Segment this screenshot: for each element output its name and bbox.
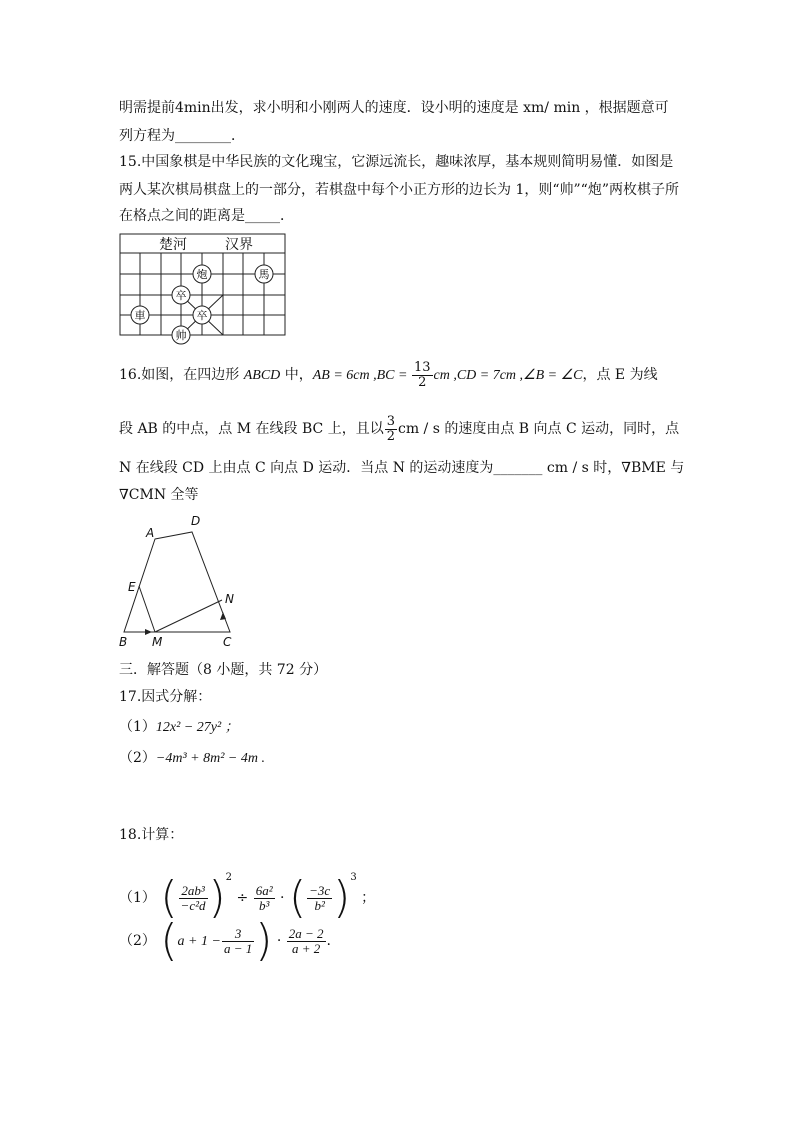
q17-part2: （2）−4m³ + 8m² − 4m . <box>119 750 265 766</box>
piece-ma <box>255 265 273 283</box>
segment-em <box>139 586 155 632</box>
q16-line2: 段 AB 的中点，点 M 在线段 BC 上，且以 $\frac{3}{2}$ cm / s 的速度由点 B 向点 C 运动，同时，点 <box>119 413 680 444</box>
q16-line4: ∇CMN 全等 <box>119 487 199 503</box>
label-e: E <box>128 580 136 594</box>
label-n: N <box>225 592 234 606</box>
label-a: A <box>146 526 155 540</box>
q17-title: 17.因式分解： <box>119 689 212 705</box>
q15-line1: 15.中国象棋是中华民族的文化瑰宝，它源远流长，趣味浓厚，基本规则简明易懂．如图是 <box>119 154 674 170</box>
label-c: C <box>223 635 232 649</box>
svg-text:卒: 卒 <box>196 309 208 322</box>
svg-text:卒: 卒 <box>175 289 187 302</box>
chess-board-figure <box>119 233 289 348</box>
q18-part2: （2） (a + 1 − $\frac{3}{a - 1}$ ) · $\frac{2a - 2}{a + 2}$ . <box>119 915 331 966</box>
svg-text:馬: 馬 <box>258 268 270 281</box>
section-3-title: 三．解答题（8 小题，共 72 分） <box>119 662 328 678</box>
q14-line1: 明需提前4min出发，求小明和小刚两人的速度．设小明的速度是 xm/ min ，根据题意可 <box>119 100 669 116</box>
segment-mn <box>155 600 222 632</box>
q15-line3: 在格点之间的距离是_____． <box>119 208 294 224</box>
arrow-cn <box>220 612 226 620</box>
quad-abcd <box>124 532 230 632</box>
piece-zu-1 <box>172 286 190 304</box>
label-b: B <box>119 635 128 649</box>
q15-line2: 两人某次棋局棋盘上的一部分，若棋盘中每个小正方形的边长为 1，则“帅”“炮”两枚棋子所 <box>119 182 679 198</box>
label-m: M <box>152 635 163 649</box>
q14-line2: 列方程为________． <box>119 128 245 144</box>
piece-pao <box>193 265 211 283</box>
river-left-label: 楚河 <box>159 237 187 253</box>
river-right-label: 汉界 <box>225 237 253 253</box>
svg-text:帅: 帅 <box>175 329 187 342</box>
q16-line1: 16.如图，在四边形 ABCD 中，AB = 6cm ,BC = $\frac{13}{2}$ cm ,CD = 7cm ,∠B = ∠C，点 E 为线 <box>119 359 658 390</box>
q18-part1: （1） ( $\frac{\text{2ab³}}{\text{−c²d}}$ )$^2$ ÷ $\frac{\text{6a²}}{\text{b³}}$ · ( $\frac{-3c}{\text{b²}}$ )$^3$ ； <box>119 872 376 923</box>
q17-part1: （1）12x² − 27y² ； <box>119 719 239 735</box>
svg-text:炮: 炮 <box>196 268 208 281</box>
piece-shuai <box>172 326 190 344</box>
piece-ju <box>131 306 149 324</box>
q16-line3: N 在线段 CD 上由点 C 向点 D 运动．当点 N 的运动速度为_______ cm / s 时，∇BME 与 <box>119 460 685 476</box>
label-d: D <box>191 514 201 528</box>
q18-title: 18.计算： <box>119 827 184 843</box>
svg-text:車: 車 <box>134 309 146 322</box>
quadrilateral-figure <box>112 512 247 652</box>
piece-zu-2 <box>193 306 211 324</box>
arrow-bc <box>145 629 152 635</box>
